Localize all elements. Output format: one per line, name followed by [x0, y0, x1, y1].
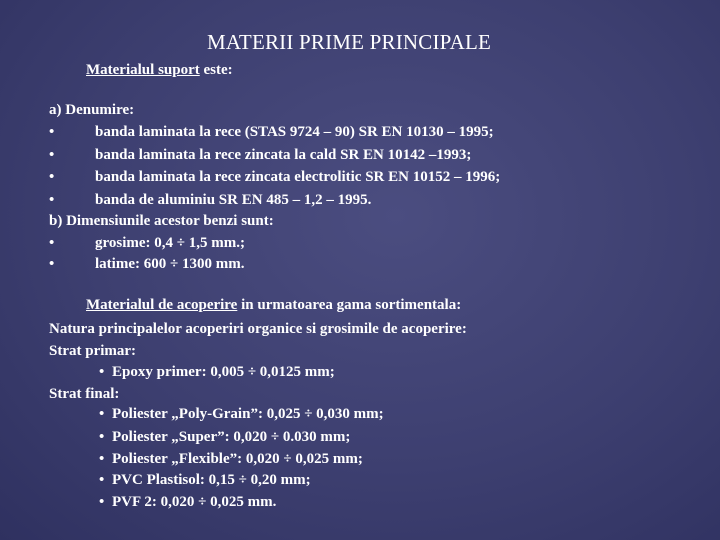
bullet-icon: •: [49, 235, 55, 251]
final-heading: Strat final:: [49, 386, 120, 402]
bullet-icon: •: [49, 192, 55, 208]
primer-heading: Strat primar:: [49, 343, 137, 359]
bullet-icon: •: [99, 364, 105, 380]
coating-intro-rest: in urmatoarea gama sortimentala:: [237, 297, 462, 313]
list-item-text: PVC Plastisol: 0,15 ÷ 0,20 mm;: [112, 472, 311, 488]
list-item-text: banda laminata la rece (STAS 9724 – 90) SR EN 10130 – 1995;: [95, 124, 494, 140]
bullet-icon: •: [99, 472, 105, 488]
bullet-icon: •: [99, 494, 105, 510]
list-item-text: Epoxy primer: 0,005 ÷ 0,0125 mm;: [112, 364, 335, 380]
list-item-text: latime: 600 ÷ 1300 mm.: [95, 256, 245, 272]
bullet-icon: •: [49, 147, 55, 163]
section-b-heading: b) Dimensiunile acestor benzi sunt:: [49, 213, 274, 229]
list-item-text: banda laminata la rece zincata la cald SR EN 10142 –1993;: [95, 147, 472, 163]
list-item-text: Poliester „Super”: 0,020 ÷ 0.030 mm;: [112, 429, 351, 445]
bullet-icon: •: [49, 256, 55, 272]
bullet-icon: •: [99, 406, 105, 422]
support-intro: [86, 62, 233, 79]
list-item-text: Poliester „Poly-Grain”: 0,025 ÷ 0,030 mm;: [112, 406, 384, 422]
bullet-icon: •: [49, 124, 55, 140]
bullet-icon: •: [49, 169, 55, 185]
bullet-icon: •: [99, 429, 105, 445]
bullet-icon: •: [99, 451, 105, 467]
slide-title: MATERII PRIME PRINCIPALE: [207, 30, 492, 54]
support-intro-underlined: Materialul suport: [86, 62, 200, 78]
list-item-text: banda laminata la rece zincata electrolitic SR EN 10152 – 1996;: [95, 169, 501, 185]
list-item-text: Poliester „Flexible”: 0,020 ÷ 0,025 mm;: [112, 451, 363, 467]
coating-intro-underlined: Materialul de acoperire: [86, 297, 238, 313]
list-item-text: banda de aluminiu SR EN 485 – 1,2 – 1995.: [95, 192, 372, 208]
list-item-text: grosime: 0,4 ÷ 1,5 mm.;: [95, 235, 246, 251]
coating-intro: [86, 296, 461, 314]
coating-nature: Natura principalelor acoperiri organice si grosimile de acoperire:: [49, 321, 467, 337]
list-item-text: PVF 2: 0,020 ÷ 0,025 mm.: [112, 494, 277, 510]
section-a-heading: a) Denumire:: [49, 102, 135, 118]
support-intro-rest: este:: [199, 62, 233, 78]
